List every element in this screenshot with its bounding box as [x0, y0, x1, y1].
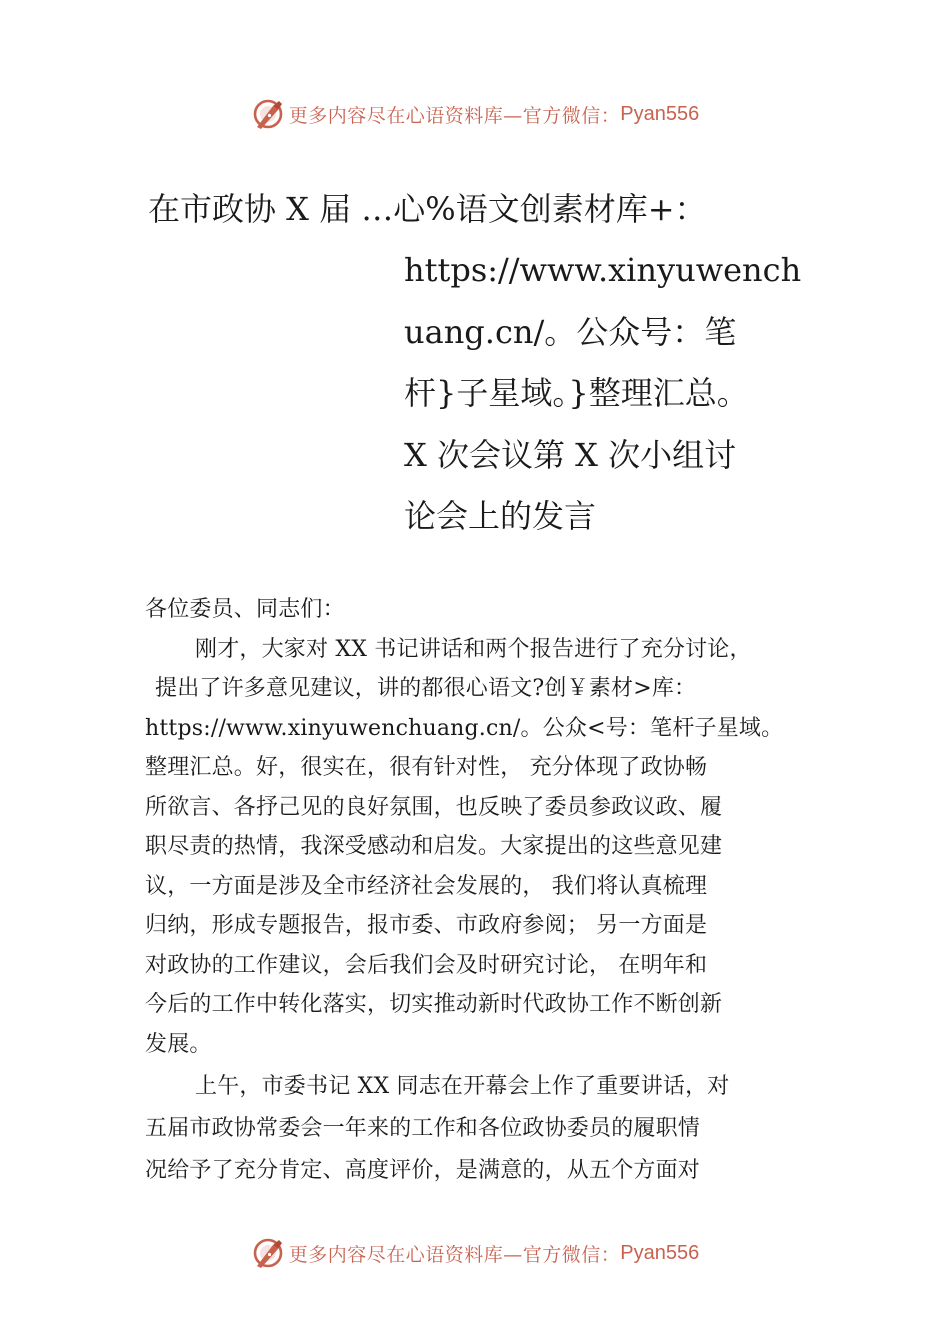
salutation: 各位委员、同志们：	[145, 597, 345, 622]
paragraph-1	[145, 630, 825, 1065]
title-right	[404, 240, 824, 548]
text-line: 况给予了充分肯定、高度评价，是满意的，从五个方面对	[145, 1158, 701, 1183]
document-body	[145, 590, 825, 1192]
title-line: X 次会议第 X 次小组讨	[404, 435, 737, 474]
footer-banner	[0, 1233, 950, 1273]
title-left: 在市政协 X 届 …心%语文创素材库+：	[148, 190, 707, 228]
wechat-id: Pyan556	[620, 1241, 700, 1264]
text-line: 提出了许多意见建议，讲的都很心语文?创￥素材>库：	[155, 676, 697, 701]
text-line: 上午，市委书记 XX 同志在开幕会上作了重要讲话，对	[195, 1074, 730, 1099]
pen-nib-logo-icon	[251, 1236, 285, 1270]
text-line: 对政协的工作建议，会后我们会及时研究讨论， 在明年和	[145, 952, 708, 978]
text-line: 归纳，形成专题报告，报市委、市政府参阅； 另一方面是	[145, 913, 708, 938]
text-line: 整理汇总。好，很实在，很有针对性， 充分体现了政协畅	[145, 755, 708, 780]
title-line: https://www.xinyuwench	[404, 251, 802, 289]
text-line: 职尽责的热情，我深受感动和启发。大家提出的这些意见建	[145, 834, 723, 859]
paragraph-2	[145, 1066, 825, 1192]
text-line: 发展。	[145, 1031, 212, 1057]
text-line: https://www.xinyuwenchuang.cn/。公众<号：笔杆子星域。	[145, 715, 784, 741]
text-line: 五届市政协常委会一年来的工作和各位政协委员的履职情	[145, 1116, 701, 1141]
pen-nib-logo-icon	[251, 97, 285, 131]
text-line: 刚才，大家对 XX 书记讲话和两个报告进行了充分讨论，	[195, 636, 752, 662]
title-line: uang.cn/。公众号：笔	[404, 312, 737, 351]
banner-text: 更多内容尽在心语资料库—官方微信：	[288, 104, 621, 127]
wechat-id: Pyan556	[620, 102, 700, 125]
banner-text: 更多内容尽在心语资料库—官方微信：	[288, 1243, 621, 1266]
header-banner	[0, 94, 950, 134]
text-line: 所欲言、各抒己见的良好氛围，也反映了委员参政议政、履	[145, 794, 723, 820]
title-line: 杆}子星域。}整理汇总。	[404, 374, 749, 412]
title-line: 论会上的发言	[404, 497, 597, 535]
text-line: 今后的工作中转化落实，切实推动新时代政协工作不断创新	[145, 992, 723, 1017]
text-line: 议，一方面是涉及全市经济社会发展的， 我们将认真梳理	[145, 873, 708, 899]
